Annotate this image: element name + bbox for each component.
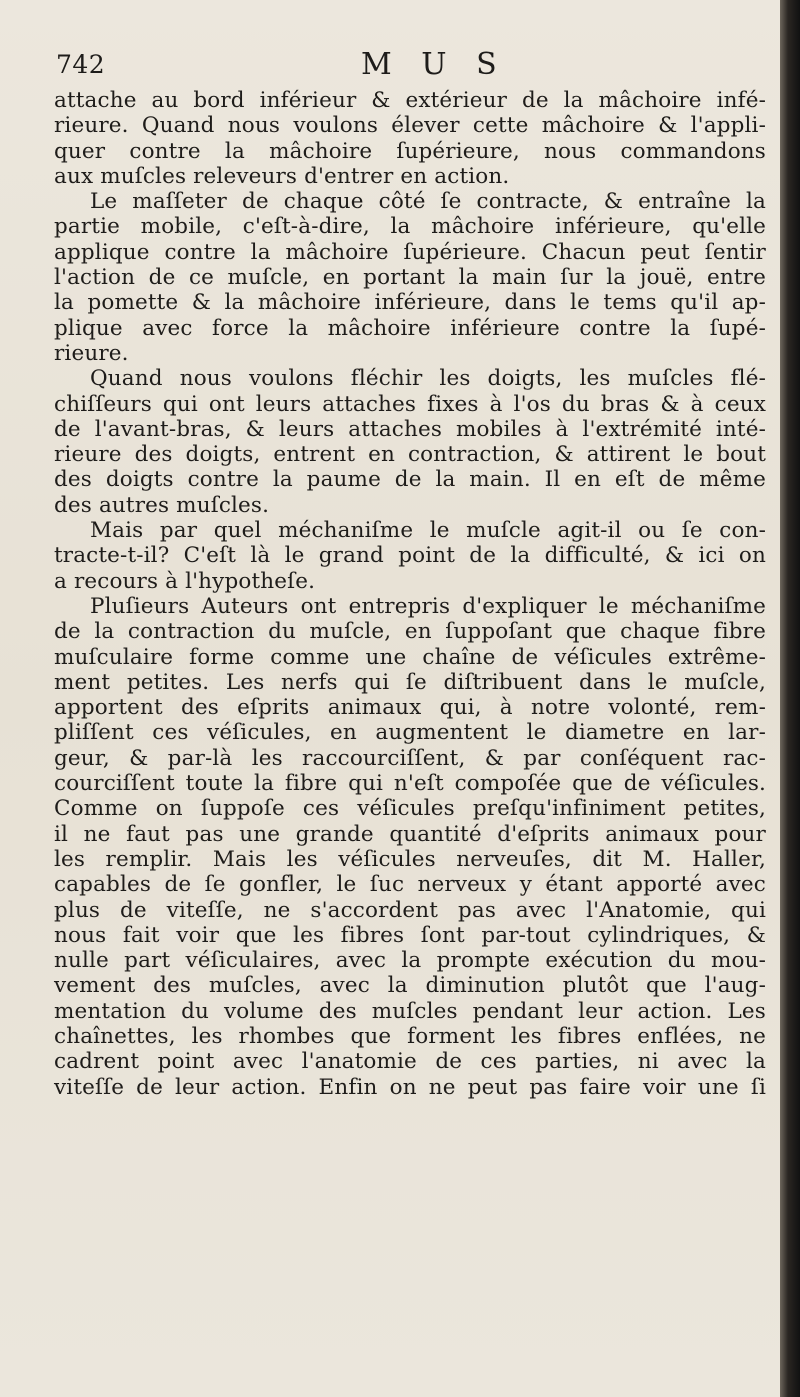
text-line: des doigts contre la paume de la main. Il en eſt de même <box>54 467 766 493</box>
text-line: rieure des doigts, entrent en contraction, & attirent le bout <box>54 442 766 468</box>
body-text <box>54 88 766 1100</box>
text-line: tracte-t-il? C'eſt là le grand point de la difficulté, & ici on <box>54 543 766 569</box>
text-line: l'action de ce muſcle, en portant la main ſur la jouë, entre <box>54 265 766 291</box>
text-line: muſculaire forme comme une chaîne de véſicules extrême- <box>54 644 766 670</box>
text-line: chiſſeurs qui ont leurs attaches fixes à l'os du bras & à ceux <box>54 391 766 417</box>
text-line: ment petites. Les nerfs qui ſe diſtribuent dans le muſcle, <box>54 669 766 695</box>
text-line: a recours à l'hypotheſe. <box>54 568 316 594</box>
text-line: Quand nous voulons fléchir les doigts, les muſcles flé- <box>90 366 766 392</box>
text-line: de la contraction du muſcle, en ſuppoſant que chaque fibre <box>54 619 766 645</box>
text-line: rieure. <box>54 340 129 366</box>
text-line: Mais par quel méchaniſme le muſcle agit-il ou ſe con- <box>90 518 766 544</box>
text-line: apportent des eſprits animaux qui, à notre volonté, rem- <box>54 695 766 721</box>
text-line: viteſſe de leur action. Enfin on ne peut pas faire voir une ſi <box>54 1074 766 1100</box>
text-line: geur, & par-là les raccourciſſent, & par conſéquent rac- <box>54 745 766 771</box>
text-line: applique contre la mâchoire ſupérieure. Chacun peut ſentir <box>54 239 766 265</box>
text-line: nulle part véſiculaires, avec la prompte exécution du mou- <box>54 948 766 974</box>
text-line: Comme on ſuppoſe ces véſicules preſqu'infiniment petites, <box>54 796 766 822</box>
text-line: Pluſieurs Auteurs ont entrepris d'expliquer le méchaniſme <box>90 593 766 619</box>
text-line: mentation du volume des muſcles pendant leur action. Les <box>54 998 766 1024</box>
book-spine-shadow <box>780 0 800 1397</box>
text-line: pliſſent ces véſicules, en augmentent le diametre en lar- <box>54 720 766 746</box>
text-line: de l'avant-bras, & leurs attaches mobiles à l'extrémité inté- <box>54 416 766 442</box>
page-number: 742 <box>56 50 106 79</box>
text-line: Le maſſeter de chaque côté ſe contracte, & entraîne la <box>90 189 766 215</box>
text-line: partie mobile, c'eſt-à-dire, la mâchoire inférieure, qu'elle <box>54 214 766 240</box>
text-line: courciſſent toute la fibre qui n'eſt compoſée que de véſicules. <box>54 771 766 797</box>
text-line: chaînettes, les rhombes que forment les fibres enflées, ne <box>54 1023 766 1049</box>
text-line: capables de ſe gonfler, le ſuc nerveux y étant apporté avec <box>54 872 766 898</box>
text-line: nous fait voir que les fibres ſont par-tout cylindriques, & <box>54 922 766 948</box>
text-line: la pomette & la mâchoire inférieure, dans le tems qu'il ap- <box>54 290 766 316</box>
text-line: plus de viteſſe, ne s'accordent pas avec l'Anatomie, qui <box>54 897 766 923</box>
text-line: quer contre la mâchoire ſupérieure, nous commandons <box>54 138 766 164</box>
text-line: cadrent point avec l'anatomie de ces parties, ni avec la <box>54 1049 766 1075</box>
text-line: des autres muſcles. <box>54 492 270 518</box>
text-line: il ne faut pas une grande quantité d'eſprits animaux pour <box>54 821 766 847</box>
text-line: rieure. Quand nous voulons élever cette mâchoire & l'appli- <box>54 113 766 139</box>
running-head: M U S <box>361 47 507 82</box>
text-line: aux muſcles releveurs d'entrer en action. <box>54 163 510 189</box>
text-line: attache au bord inférieur & extérieur de la mâchoire infé- <box>54 88 766 113</box>
text-line: plique avec force la mâchoire inférieure contre la ſupé- <box>54 315 766 341</box>
text-line: vement des muſcles, avec la diminution plutôt que l'aug- <box>54 973 766 999</box>
text-line: les remplir. Mais les véſicules nerveuſes, dit M. Haller, <box>54 846 766 872</box>
